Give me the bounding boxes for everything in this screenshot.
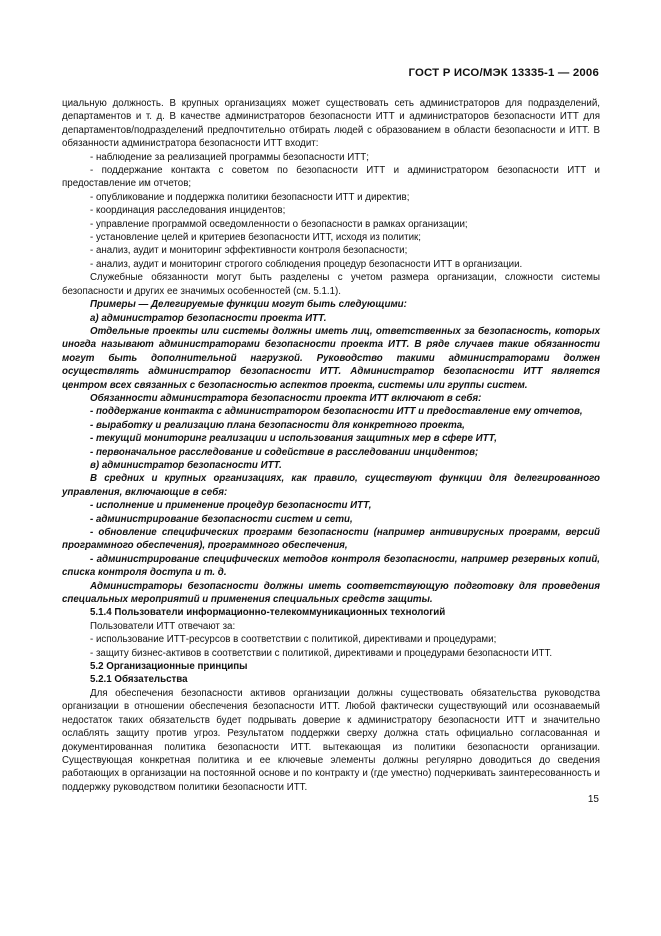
list-item: - обновление специфических программ безопасности (например антивирусных программ, версий программного обеспечения), программного обеспечения, [62, 527, 600, 552]
list-item: - первоначальное расследование и содействие в расследовании инцидентов; [90, 446, 479, 458]
list-item: - наблюдение за реализацией программы безопасности ИТТ; [90, 151, 369, 163]
list-item: - защиту бизнес-активов в соответствии с политикой, директивами и процедурами безопасности ИТТ. [90, 647, 553, 659]
page-number: 15 [587, 794, 599, 805]
list-item: - анализ, аудит и мониторинг строгого соблюдения процедур безопасности ИТТ в организации. [90, 258, 523, 270]
section-5-2-1-title: 5.2.1 Обязательства [90, 674, 188, 686]
page-body [62, 97, 600, 794]
example-a-heading: а) администратор безопасности проекта ИТТ. [90, 312, 327, 324]
page-header: ГОСТ Р ИСО/МЭК 13335-1 — 2006 [408, 67, 599, 79]
example-a-duties-intro: Обязанности администратора безопасности проекта ИТТ включают в себя: [90, 392, 482, 404]
example-a-text: Отдельные проекты или системы должны иметь лиц, ответственных за безопасность, которых иногда называют администраторами безопасности проекта ИТТ. В ряде случаев такие обязанности могут быть дополнительной нагрузкой. Руководство такими администраторами должен осуществлять администратор безопасности ИТТ. Администратор безопасности ИТТ является центром всех связанных с безопасностью аспектов проекта, системы или группы систем. [62, 325, 600, 391]
list-item: - выработку и реализацию плана безопасности для конкретного проекта, [90, 419, 465, 431]
list-item: - администрирование безопасности систем и сети, [90, 513, 353, 525]
examples-title: Примеры — Делегируемые функции могут быть следующими: [90, 299, 407, 311]
paragraph: Служебные обязанности могут быть разделены с учетом размера организации, сложности системы безопасности и других ее значимых особенностей (см. 5.1.1). [62, 272, 600, 297]
example-b-training: Администраторы безопасности должны иметь соответствующую подготовку для проведения специальных мероприятий и применения специальных средств защиты. [62, 580, 600, 606]
example-b-heading: в) администратор безопасности ИТТ. [90, 459, 282, 471]
list-item: - администрирование специфических методов контроля безопасности, например резервных копий, списка контроля доступа и т. д. [62, 553, 600, 579]
list-item: - координация расследования инцидентов; [90, 205, 286, 217]
list-item: - исполнение и применение процедур безопасности ИТТ, [90, 500, 372, 512]
example-b-text: В средних и крупных организациях, как правило, существуют функции для делегированного управления, включающие в себя: [62, 473, 600, 498]
list-item: - использование ИТТ-ресурсов в соответствии с политикой, директивами и процедурами; [90, 634, 497, 646]
list-item: - опубликование и поддержка политики безопасности ИТТ и директив; [90, 191, 410, 203]
paragraph: циальную должность. В крупных организациях может существовать сеть администраторов для подразделений, департаментов и т. д. В качестве администраторов безопасности ИТТ и администраторов безопасности ИТТ для департаментов/подразделений предпочтительно отбирать людей с образованием в области безопасности и ИТТ. В обязанности администратора безопасности ИТТ входит: [62, 98, 600, 150]
list-item: - анализ, аудит и мониторинг эффективности контроля безопасности; [90, 245, 408, 257]
list-item: - установление целей и критериев безопасности ИТТ, исходя из политик; [90, 232, 422, 244]
list-item: - текущий мониторинг реализации и использования защитных мер в сфере ИТТ, [90, 433, 497, 445]
list-item: - управление программой осведомленности о безопасности в рамках организации; [90, 218, 468, 230]
section-5-1-4-title: 5.1.4 Пользователи информационно-телекоммуникационных технологий [90, 607, 446, 619]
section-5-2-1-text: Для обеспечения безопасности активов организации должны существовать обязательства руководства организации в отношении обеспечения безопасности ИТТ. Любой фактически существующий или осознаваемый недостаток таких обязательств будет подрывать доверие к администратору безопасности ИТТ и значительно ослаблять защиту против угроз. Результатом поддержки сверху должна стать официально согласованная и документированная политика безопасности ИТТ. вытекающая из политики безопасности организации. Существующая конкретная политика и ее ключевые элементы должны регулярно доводиться до сведения работающих в организации на постоянной основе и по контракту и (где уместно) подчеркивать заинтересованность и поддержку руководством политики безопасности ИТТ. [62, 687, 600, 793]
list-item: - поддержание контакта с советом по безопасности ИТТ и администратором безопасности ИТТ и предоставление им отчетов; [62, 165, 600, 190]
section-5-1-4-intro: Пользователи ИТТ отвечают за: [90, 620, 236, 632]
section-5-2-title: 5.2 Организационные принципы [90, 661, 248, 673]
list-item: - поддержание контакта с администратором безопасности ИТТ и предоставление ему отчетов, [90, 406, 583, 418]
